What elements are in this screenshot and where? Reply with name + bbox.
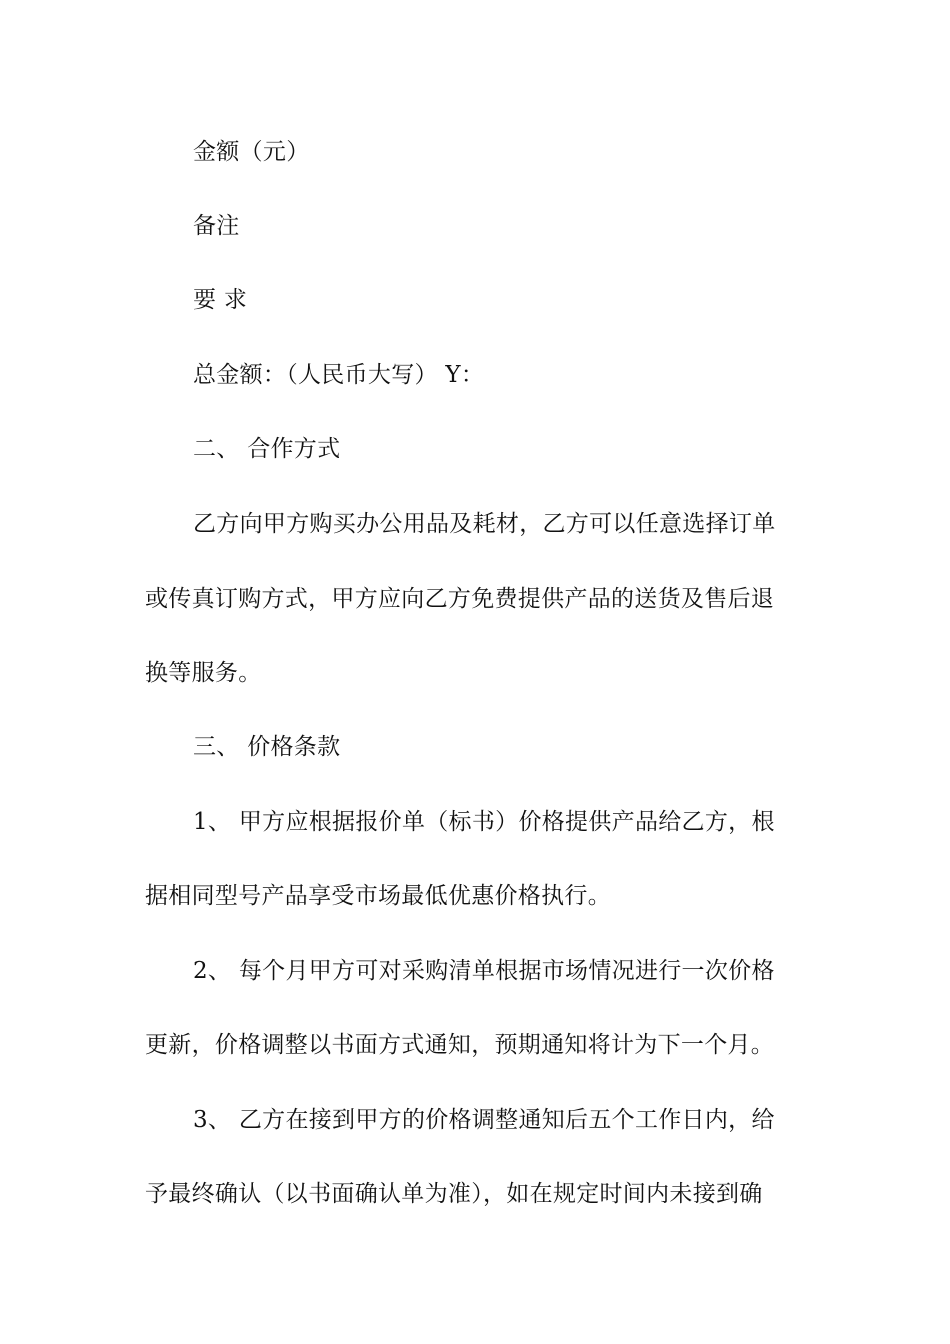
field-label-amount: 金额（元） xyxy=(193,139,310,165)
paragraph-line: 1、 甲方应根据报价单（标书）价格提供产品给乙方，根 xyxy=(193,809,775,835)
field-label-remarks: 备注 xyxy=(193,213,240,239)
paragraph-line: 予最终确认（以书面确认单为准），如在规定时间内未接到确 xyxy=(145,1181,763,1207)
paragraph-line: 乙方向甲方购买办公用品及耗材，乙方可以任意选择订单 xyxy=(193,511,776,537)
paragraph-line: 或传真订购方式，甲方应向乙方免费提供产品的送货及售后退 xyxy=(145,586,775,612)
paragraph-line: 2、 每个月甲方可对采购清单根据市场情况进行一次价格 xyxy=(193,958,775,984)
paragraph-line: 换等服务。 xyxy=(145,660,262,686)
section-heading-price-terms: 三、 价格条款 xyxy=(193,734,341,760)
paragraph-line: 据相同型号产品享受市场最低优惠价格执行。 xyxy=(145,883,611,909)
paragraph-line: 更新，价格调整以书面方式通知，预期通知将计为下一个月。 xyxy=(145,1032,775,1058)
field-label-requirements: 要 求 xyxy=(193,287,248,313)
field-label-total-amount: 总金额：（人民币大写） Y： xyxy=(193,362,485,388)
section-heading-cooperation: 二、 合作方式 xyxy=(193,436,341,462)
paragraph-line: 3、 乙方在接到甲方的价格调整通知后五个工作日内，给 xyxy=(193,1107,775,1133)
